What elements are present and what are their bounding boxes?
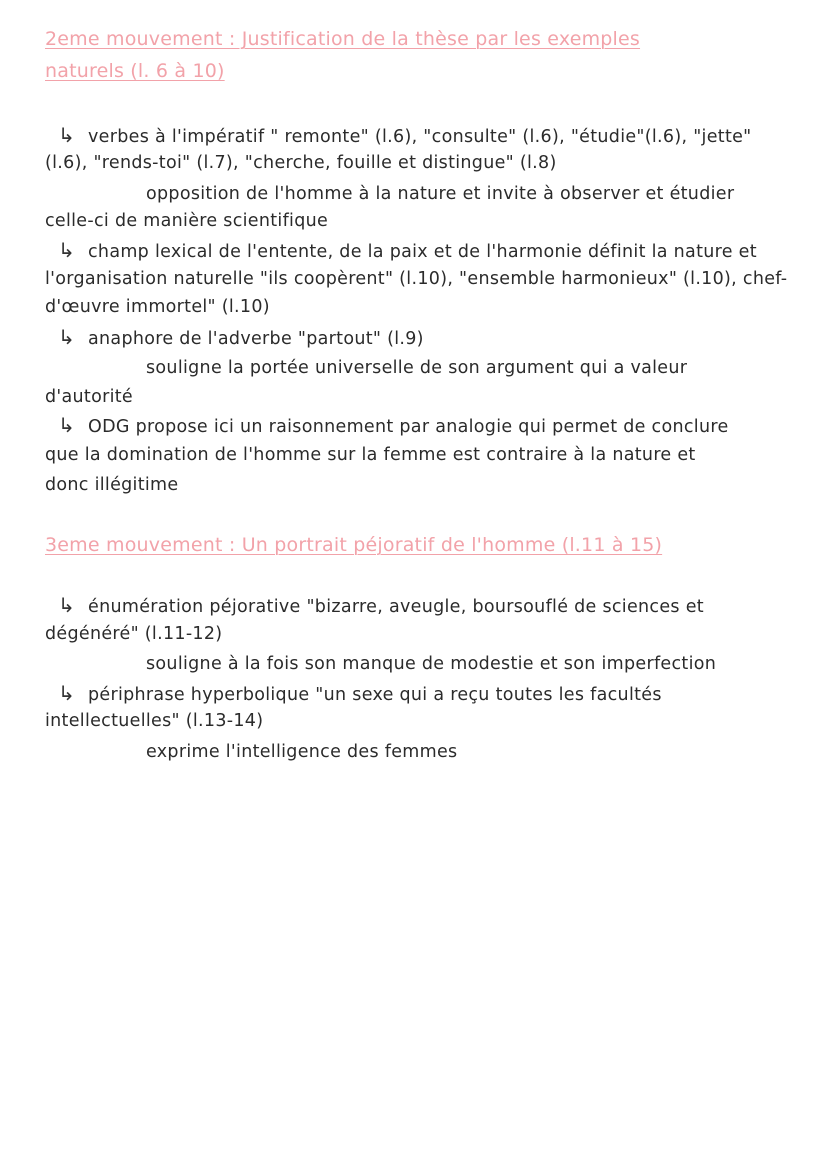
section2-comment1-line2: celle-ci de manière scientifique bbox=[45, 211, 329, 231]
arrow-down-right-icon: ↳ bbox=[58, 325, 76, 349]
section3-bullet1-line2: dégénéré" (l.11-12) bbox=[45, 624, 223, 644]
section2-bullet4 bbox=[58, 412, 729, 440]
section2-bullet2-line2: l'organisation naturelle "ils coopèrent" (l.10), "ensemble harmonieux" (l.10), chef- bbox=[45, 269, 788, 289]
arrow-down-right-icon: ↳ bbox=[58, 238, 76, 262]
section2-bullet2-line3: d'œuvre immortel" (l.10) bbox=[45, 297, 270, 317]
section2-bullet3-line1: anaphore de l'adverbe "partout" (l.9) bbox=[88, 329, 424, 349]
section2-bullet3 bbox=[58, 324, 424, 352]
section3-bullet1-line1: énumération péjorative "bizarre, aveugle, boursouflé de sciences et bbox=[88, 597, 704, 617]
section2-bullet1-line2: (l.6), "rends-toi" (l.7), "cherche, fouille et distingue" (l.8) bbox=[45, 153, 557, 173]
section3-bullet2-line2: intellectuelles" (l.13-14) bbox=[45, 711, 264, 731]
section2-comment3-line2: d'autorité bbox=[45, 387, 133, 407]
arrow-down-right-icon: ↳ bbox=[58, 681, 76, 705]
section2-heading-line1: 2eme mouvement : Justification de la thèse par les exemples bbox=[45, 28, 641, 50]
section3-bullet2-line1: périphrase hyperbolique "un sexe qui a reçu toutes les facultés bbox=[88, 685, 662, 705]
section2-bullet2-line1: champ lexical de l'entente, de la paix et de l'harmonie définit la nature et bbox=[88, 242, 757, 262]
section3-heading: 3eme mouvement : Un portrait péjoratif de l'homme (l.11 à 15) bbox=[45, 534, 663, 556]
arrow-down-right-icon: ↳ bbox=[58, 413, 76, 437]
section3-bullet1 bbox=[58, 592, 704, 620]
section2-bullet4-line2: que la domination de l'homme sur la femme est contraire à la nature et bbox=[45, 445, 696, 465]
section2-comment3-line1: souligne la portée universelle de son argument qui a valeur bbox=[146, 358, 688, 378]
section3-comment2-line1: exprime l'intelligence des femmes bbox=[146, 742, 458, 762]
section2-bullet1-line1: verbes à l'impératif " remonte" (l.6), "consulte" (l.6), "étudie"(l.6), "jette" bbox=[88, 127, 752, 147]
section2-bullet4-line3: donc illégitime bbox=[45, 475, 179, 495]
section2-bullet4-line1: ODG propose ici un raisonnement par analogie qui permet de conclure bbox=[88, 417, 729, 437]
section3-bullet2 bbox=[58, 680, 662, 708]
section2-bullet1 bbox=[58, 122, 752, 150]
section2-bullet2 bbox=[58, 237, 757, 265]
section3-comment1-line1: souligne à la fois son manque de modestie et son imperfection bbox=[146, 654, 717, 674]
arrow-down-right-icon: ↳ bbox=[58, 593, 76, 617]
arrow-down-right-icon: ↳ bbox=[58, 123, 76, 147]
section2-comment1-line1: opposition de l'homme à la nature et invite à observer et étudier bbox=[146, 184, 735, 204]
section2-heading-line2: naturels (l. 6 à 10) bbox=[45, 60, 225, 82]
